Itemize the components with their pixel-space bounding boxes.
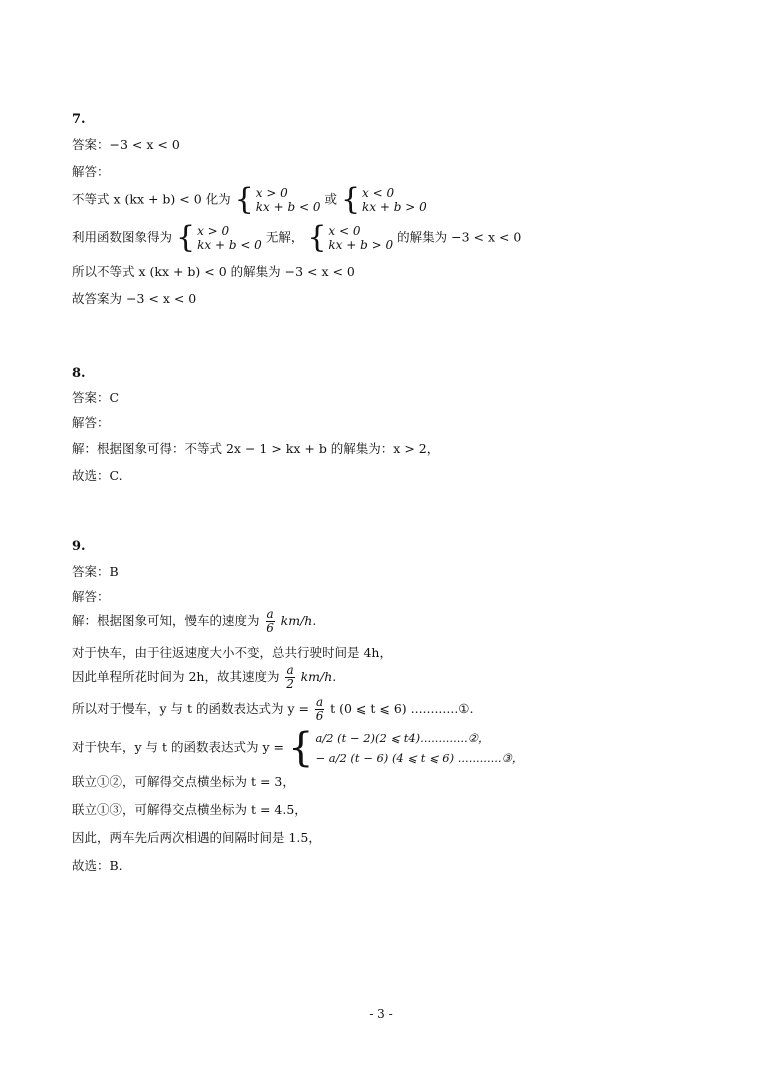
system-row: x < 0 [328, 224, 361, 238]
system-row: x > 0 [197, 224, 230, 238]
q7-line-2 [72, 220, 522, 255]
fraction [266, 608, 275, 635]
q9-line-7: 联立①③，可解得交点横坐标为 t = 4.5， [72, 802, 307, 817]
brace: { [234, 182, 254, 217]
fraction-denominator: 6 [315, 709, 324, 723]
q8-answer: 答案：C [72, 390, 120, 405]
q9-line-9: 故选：B. [72, 858, 123, 873]
q9-l1-unit: km/h. [280, 613, 317, 628]
fraction [285, 664, 294, 691]
q7-system-2 [340, 182, 427, 217]
question-9-number: 9. [72, 539, 86, 554]
q7-l2-text: 利用函数图象得为 [72, 229, 173, 245]
system-row: kx + b < 0 [197, 238, 262, 252]
q8-solve-label: 解答： [72, 415, 110, 430]
fraction-denominator: 2 [286, 677, 294, 691]
q7-solve-label: 解答： [72, 164, 110, 179]
q7-line-4: 故答案为 −3 < x < 0 [72, 291, 197, 306]
q8-line-2: 故选：C. [72, 468, 123, 483]
q9-l3-unit: km/h. [300, 669, 337, 684]
q9-l5-text: 对于快车，y 与 t 的函数表达式为 y = [72, 739, 284, 755]
q7-system-1 [234, 182, 321, 217]
q9-l4-post: t (0 ⩽ t ⩽ 6) ............①. [330, 701, 474, 716]
system-row: kx + b > 0 [362, 200, 427, 214]
q7-system-3 [176, 220, 262, 255]
q7-system-4 [307, 220, 394, 255]
piecewise-row: − a/2 (t − 6) (4 ⩽ t ⩽ 6) ............③， [315, 751, 524, 765]
q8-line-1: 解：根据图象可得：不等式 2x − 1 > kx + b 的解集为：x > 2， [72, 441, 440, 456]
fraction-numerator: a [286, 663, 294, 677]
fraction-denominator: 6 [266, 621, 274, 635]
q9-solve-label: 解答： [72, 589, 110, 604]
fraction [315, 696, 324, 723]
q7-line-1 [72, 182, 427, 217]
system-row: x < 0 [362, 186, 395, 200]
q7-l2-mid: 无解， [265, 229, 304, 245]
page-number: - 3 - [369, 1007, 393, 1021]
fraction-numerator: a [315, 695, 324, 709]
q9-answer: 答案：B [72, 564, 119, 579]
system-row: x > 0 [255, 186, 288, 200]
brace: { [340, 182, 361, 217]
system-row: kx + b < 0 [255, 200, 321, 214]
q9-piecewise [287, 725, 524, 771]
brace: { [307, 220, 327, 255]
q7-line-3: 所以不等式 x (kx + b) < 0 的解集为 −3 < x < 0 [72, 264, 355, 279]
q7-answer: 答案：−3 < x < 0 [72, 137, 180, 152]
q9-line-6: 联立①②，可解得交点横坐标为 t = 3， [72, 774, 295, 789]
q9-line-2: 对于快车，由于往返速度大小不变，总共行驶时间是 4h， [72, 645, 392, 660]
brace: { [176, 220, 196, 255]
q9-l1-text: 解：根据图象可知，慢车的速度为 [72, 613, 260, 628]
piecewise-row: a/2 (t − 2)(2 ⩽ t4).............②， [315, 731, 490, 745]
q7-l1-text: 不等式 x (kx + b) < 0 化为 [72, 191, 231, 207]
question-8-number: 8. [72, 366, 86, 381]
q9-l3-text: 因此单程所花时间为 2h，故其速度为 [72, 669, 280, 684]
q7-l1-or: 或 [324, 191, 337, 207]
q9-line-4 [72, 696, 473, 723]
q9-line-1 [72, 608, 316, 635]
q9-line-8: 因此，两车先后两次相遇的间隔时间是 1.5， [72, 830, 321, 845]
q7-l2-post: 的解集为 −3 < x < 0 [397, 229, 522, 245]
q9-l4-text: 所以对于慢车，y 与 t 的函数表达式为 y = [72, 701, 309, 716]
system-row: kx + b > 0 [328, 238, 394, 252]
question-7-number: 7. [72, 112, 86, 127]
q9-line-5 [72, 725, 524, 771]
brace: { [287, 725, 314, 771]
fraction-numerator: a [266, 607, 274, 621]
q9-line-3 [72, 664, 336, 691]
